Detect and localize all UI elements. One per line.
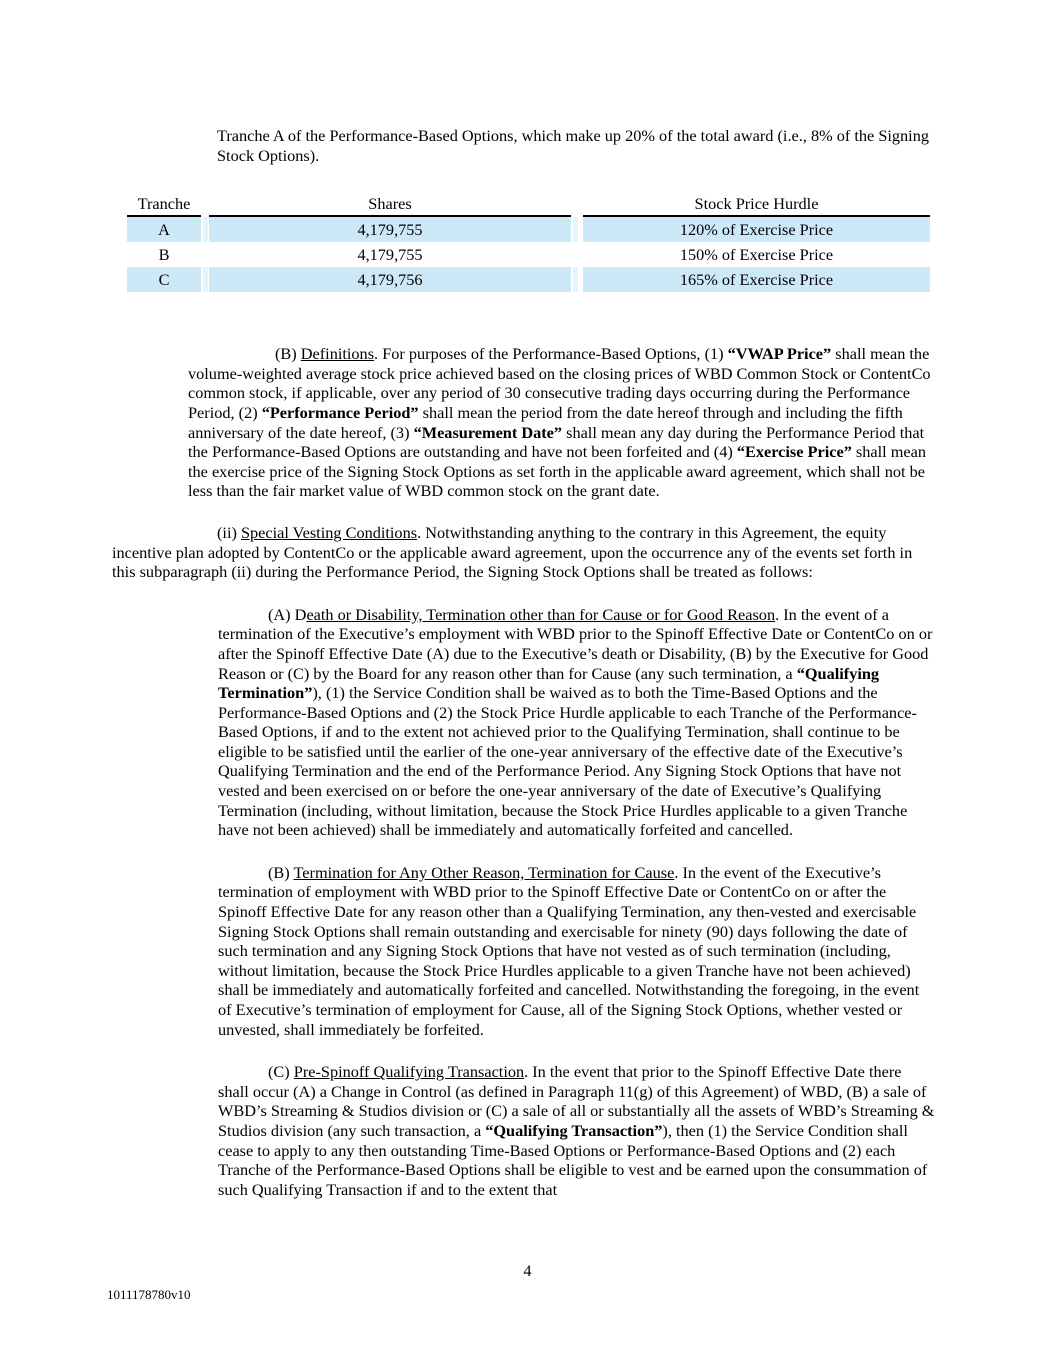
column-header-tranche: Tranche — [127, 193, 201, 217]
text-run: (ii) — [217, 522, 241, 542]
text-run: Termination for Any Other Reason, Termination for Cause — [293, 862, 675, 882]
column-header-hurdle: Stock Price Hurdle — [583, 193, 930, 217]
text-run: . In the event that prior to the Spinoff Effective Date there shall occur (A) a Change in Control (as defined in Paragraph 11(g) of this Agreement) of WBD, (B) a sale of WBD’s Streaming & Studios division or (C) a sale of all or substantially all the assets of WBD’s Streaming & Studios division (any such transaction, a — [218, 1062, 935, 1140]
table-header-row — [127, 193, 930, 217]
cell-tranche: B — [158, 245, 170, 265]
tranche-table — [127, 193, 930, 292]
text-run: “Qualifying Transaction” — [485, 1120, 663, 1140]
text-run: “Measurement Date” — [413, 422, 563, 442]
text-run: “VWAP Price” — [727, 344, 832, 364]
text-run: . In the event of the Executive’s termination of employment with WBD prior to the Spinoff Effective Date or ContentCo on or after the Spinoff Effective Date for any reason other than a Qualifying Termination, any then-vested and exercisable Signing Stock Options shall remain outstanding and exercisable for ninety (90) days following the date of such termination and any Signing Stock Options that have not vested as of such termination (including, without limitation, because the Stock Price Hurdles applicable to a given Tranche have not been achieved) shall be immediately and automatically forfeited and cancelled. Notwithstanding the foregoing, in the event of Executive’s termination of employment for Cause, all of the Signing Stock Options, whether vested or unvested, shall immediately be forfeited. — [218, 862, 920, 1039]
text-run: (B) — [275, 344, 301, 364]
paragraph-termination-other-reason — [218, 863, 935, 1039]
text-run: Pre-Spinoff Qualifying Transaction — [293, 1062, 525, 1082]
column-gap — [571, 242, 583, 267]
text-run: . Notwithstanding anything to the contrary in this Agreement, the equity incentive plan adopted by ContentCo or the applicable award agreement, upon the occurrence any of the events set forth in this subparagraph (ii) during the Performance Period, the Signing Stock Options shall be treated as follows: — [112, 522, 913, 582]
text-run: Special Vesting Conditions — [240, 522, 418, 542]
text-run: shall mean any day during the Performance Period that the Performance-Based Options are outstanding and have not been forfeited and (4) — [188, 422, 925, 462]
text-run: . For purposes of the Performance-Based Options, (1) — [374, 344, 728, 364]
text-run: . In the event of a termination of the Executive’s employment with WBD prior to the Spinoff Effective Date or ContentCo on or after the Spinoff Effective Date (A) due to the Executive’s death or Disability, (B) by the Executive for Good Reason or (C) by the Board for any reason other than for Cause (any such termination, a — [218, 604, 933, 683]
text-run: shall mean the volume-weighted average stock price achieved based on the closing prices of WBD Common Stock or ContentCo common stock, if applicable, over any period of 30 consecutive trading days occurring during the Performance Period, (2) — [188, 344, 931, 422]
column-gap — [201, 217, 209, 242]
column-gap — [571, 267, 583, 292]
text-run: “Exercise Price” — [736, 442, 852, 462]
cell-hurdle: 150% of Exercise Price — [679, 245, 834, 265]
table-row — [127, 217, 930, 242]
table-row — [127, 242, 930, 267]
text-run: (B) — [268, 862, 294, 882]
table-row — [127, 267, 930, 292]
column-gap — [571, 217, 583, 242]
intro-paragraph — [217, 126, 933, 165]
text-run: “Performance Period” — [261, 402, 419, 422]
cell-shares: 4,179,755 — [209, 217, 571, 242]
text-run: (A) D — [268, 604, 307, 624]
cell-hurdle: 120% of Exercise Price — [583, 217, 930, 242]
text-run: ), (1) the Service Condition shall be waived as to both the Time-Based Options and the Performance-Based Options and (2) the Stock Price Hurdle applicable to each Tranche of the Performance-Based Options, if and to the extent not achieved prior to the Qualifying Termination, shall continue to be eligible to be satisfied until the earlier of the one-year anniversary of the effective date of the Executive’s Qualifying Termination and the end of the Performance Period. Any Signing Stock Options that have not vested and been exercised on or before the one-year anniversary of the date of Executive’s Qualifying Termination (including, without limitation, because the Stock Price Hurdles applicable to a given Tranche have not been achieved) shall be immediately and automatically forfeited and cancelled. — [218, 683, 917, 840]
document-id: 1011178780v10 — [107, 1287, 191, 1302]
text-run: ), then (1) the Service Condition shall cease to apply to any then outstanding Time-Based Options or Performance-Based Options and (2) each Tranche of the Performance-Based Options shall be eligible to vest and be earned upon the consummation of such Qualifying Transaction if and to the extent that — [218, 1120, 928, 1199]
text-run: Definitions — [300, 344, 375, 364]
paragraph-definitions — [188, 344, 935, 501]
column-gap — [571, 193, 583, 217]
text-run: “Qualifying Termination” — [218, 663, 880, 703]
paragraph-pre-spinoff-qualifying-transaction — [218, 1062, 935, 1199]
paragraph-death-or-disability — [218, 605, 935, 840]
text-run: shall mean the period from the date hereof through and including the fifth anniversary of the date hereof, (3) — [188, 402, 903, 442]
page-number: 4 — [523, 1261, 532, 1280]
cell-hurdle: 165% of Exercise Price — [583, 267, 930, 292]
text-run: eath or Disability, Termination other than for Cause or for Good Reason — [306, 604, 776, 624]
cell-tranche: C — [127, 267, 201, 292]
cell-shares: 4,179,756 — [209, 267, 571, 292]
paragraph-special-vesting-conditions — [112, 523, 937, 582]
cell-shares: 4,179,755 — [357, 245, 423, 265]
text-run: Tranche A of the Performance-Based Options, which make up 20% of the total award (i.e., 8% of the Signing Stock Options). — [217, 126, 929, 165]
text-run: shall mean the exercise price of the Signing Stock Options as set forth in the applicable award agreement, which shall not be less than the fair market value of WBD common stock on the grant date. — [188, 442, 926, 501]
column-gap — [201, 193, 209, 217]
cell-tranche: A — [127, 217, 201, 242]
column-header-shares: Shares — [209, 193, 571, 217]
column-gap — [201, 242, 209, 267]
column-gap — [201, 267, 209, 292]
text-run: (C) — [268, 1062, 294, 1082]
